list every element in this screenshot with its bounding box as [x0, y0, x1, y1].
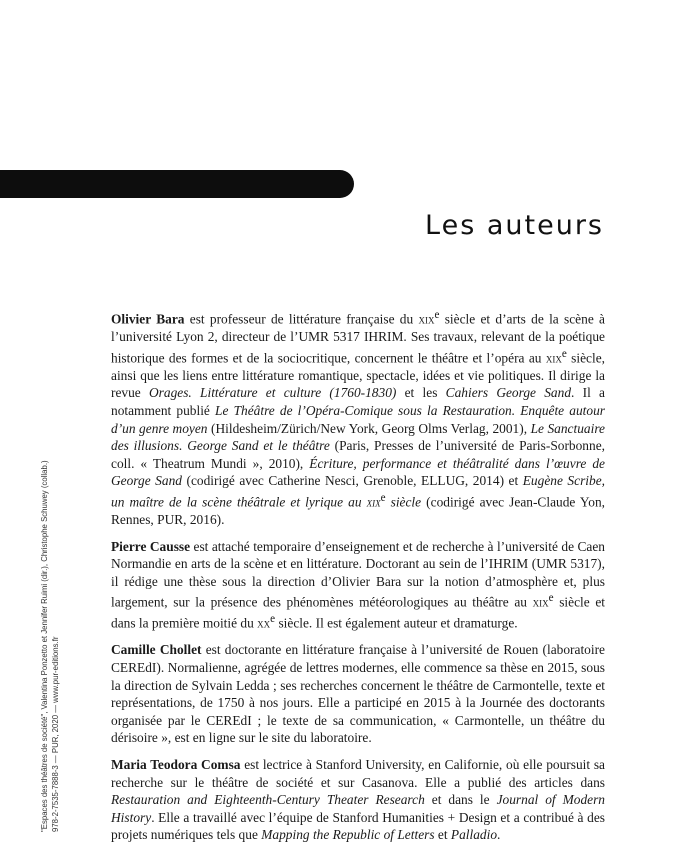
side-note-isbn: 978-2-7535-7888-3 — PUR, 2020 — www.pur-editions.fr — [51, 636, 60, 832]
author-name: Olivier Bara — [111, 311, 185, 327]
bio-pierre-causse: Pierre Causse est attaché temporaire d’enseignement et de recherche à l’université de Caen Normandie en arts de la scène et en littérature. Doctorant au sein de l’IHRIM (UMR 5317), il rédige une thèse sous la direction d’Olivier Bara sur la notion d’atmosphère et, plus largement, sur la présence des phénomènes météorologiques au théâtre au xix$^e$ siècle et dans la première moitié du $xx^e$ siècle. Il est également auteur et dramaturge. — [111, 538, 605, 631]
author-name: Camille Chollet — [111, 642, 202, 658]
side-note-citation: "Espaces des théâtres de société", Valentina Ponzetto et Jennifer Ruimi (dir.), Christophe Schuwey (collab.) — [40, 460, 49, 832]
bio-camille-chollet: Camille Chollet est doctorante en littérature française à l’université de Rouen (laboratoire CEREdI). Normalienne, agrégée de lettres modernes, elle commence sa thèse en 2015, sous la direction de Sylvain Ledda ; ses recherches concernent le théâtre de Carmontelle, texte et représentations, de 1750 à nos jours. Elle a participé en 2015 à la Journée des doctorants organisée par le CEREdI ; le texte de sa communication, « Carmontelle, un théâtre du dérisoire », est en ligne sur le site du laboratoire. — [111, 642, 605, 746]
author-name: Maria Teodora Comsa — [111, 757, 241, 772]
bio-olivier-bara: Olivier Bara est professeur de littérature française du xix$^e$ siècle et d’arts de la scène à l’université Lyon 2, directeur de l’UMR 5317 IHRIM. Ses travaux, relevant de la poétique historique des formes et de la sociocritique, concernent le théâtre et l’opéra au xix$^e$ siècle, ainsi que les liens entre littérature romantique, spectacle, idées et vie politiques. Il dirige la revue Orages. Littérature et culture (1760-1830) et les Cahiers George Sand. Il a notamment publié Le Théâtre de l’Opéra-Comique sous la Restauration. Enquête autour d’un genre moyen (Hildesheim/Zürich/New York, Georg Olms Verlag, 2001), Le Sanctuaire des illusions. George Sand et le théâtre (Paris, Presses de l’université de Paris-Sorbonne, coll. « Theatrum Mundi », 2010), Écriture, performance et théâtralité dans l’œuvre de George Sand (codirigé avec Catherine Nesci, Grenoble, ELLUG, 2014) et Eugène Scribe, un maître de la scène théâtrale et lyrique au xix$^e$ siècle (codirigé avec Jean-Claude Yon, Rennes, PUR, 2016). — [111, 309, 605, 527]
page-title: Les auteurs — [425, 210, 604, 241]
author-bios — [111, 307, 605, 853]
side-note — [39, 372, 61, 832]
header-bar — [0, 170, 354, 198]
bio-maria-teodora-comsa: Maria Teodora Comsa est lectrice à Stanford University, en Californie, où elle poursuit sa recherche sur le théâtre de société et sur Casanova. Elle a publié des articles dans Restauration and Eighteenth-Century Theater Research et dans le Journal of Modern History. Elle a travaillé avec l’équipe de Stanford Humanities + Design et a contribué à des projets numériques tels que Mapping the Republic of Letters et Palladio. — [111, 757, 606, 843]
author-name: Pierre Causse — [111, 538, 191, 554]
